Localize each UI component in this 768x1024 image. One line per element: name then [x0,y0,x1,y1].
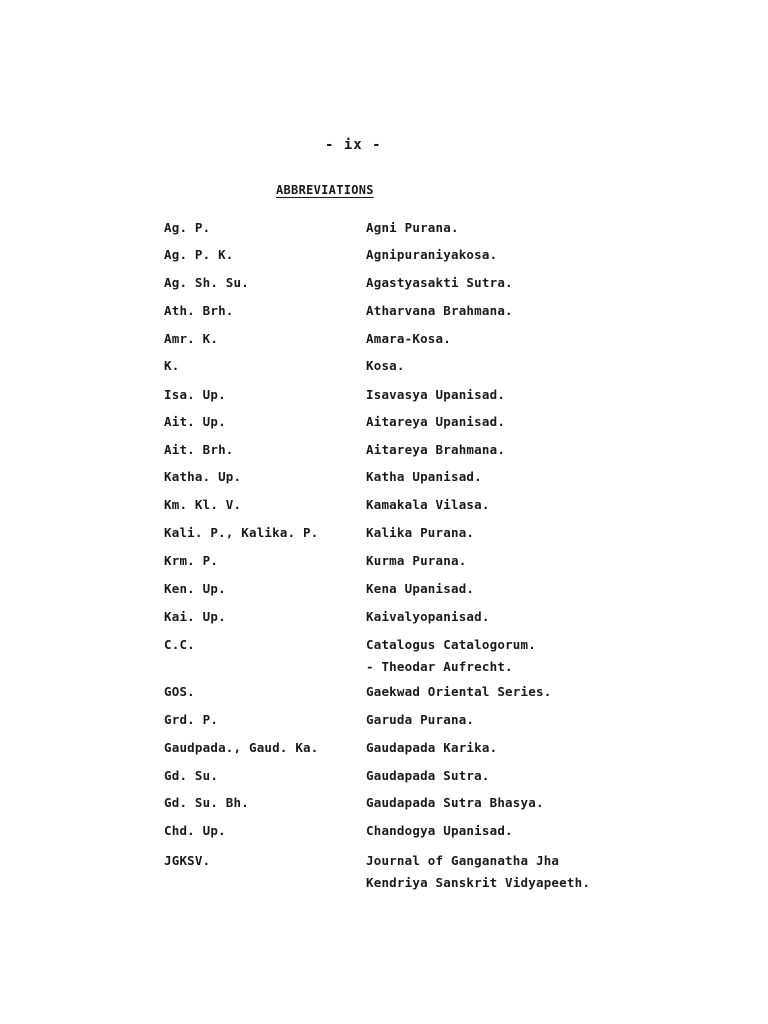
abbreviation: Gd. Su. Bh. [164,795,249,810]
full-title [366,553,466,568]
full-title [366,331,451,346]
full-title [366,303,513,318]
abbreviation: Gaudpada., Gaud. Ka. [164,740,319,755]
abbreviation: JGKSV. [164,853,211,868]
abbreviation: Katha. Up. [164,469,242,484]
abbreviation: Amr. K. [164,331,219,346]
full-title-text: Garuda Purana. [366,712,475,727]
abbreviation: Ait. Up. [164,414,226,429]
full-title-text: Journal of Ganganatha Jha [366,853,560,868]
full-title [366,853,590,890]
full-title-text: Agnipuraniyakosa. [366,247,498,262]
full-title [366,247,497,262]
full-title [366,684,551,699]
full-title [366,275,513,290]
full-title [366,581,474,596]
full-title [366,795,544,810]
abbreviation: Ait. Brh. [164,442,234,457]
full-title-text: Kamakala Vilasa. [366,497,490,512]
abbreviation: K. [164,358,180,373]
full-title-text: Gaudapada Sutra. [366,768,490,783]
abbreviation: Ken. Up. [164,581,226,596]
full-title-text: Amara-Kosa. [366,331,451,346]
abbreviation: Gd. Su. [164,768,219,783]
full-title-text: Kosa. [366,358,405,373]
full-title [366,637,536,674]
full-title [366,469,482,484]
full-title-text: Catalogus Catalogorum. [366,637,536,652]
full-title-text: Katha Upanisad. [366,469,482,484]
full-title [366,609,490,624]
abbreviation: Ath. Brh. [164,303,234,318]
full-title [366,497,490,512]
full-title-text: Chandogya Upanisad. [366,823,513,838]
full-title [366,358,405,373]
abbreviation: Krm. P. [164,553,219,568]
full-title-text: Gaekwad Oriental Series. [366,684,552,699]
abbreviation: GOS. [164,684,195,699]
full-title [366,823,513,838]
full-title-text: Kurma Purana. [366,553,467,568]
full-title-continuation: Kendriya Sanskrit Vidyapeeth. [366,875,591,890]
full-title [366,414,505,429]
full-title [366,525,474,540]
full-title [366,768,490,783]
full-title [366,712,474,727]
abbreviation: Grd. P. [164,712,219,727]
abbreviation: C.C. [164,637,195,652]
abbreviation: Kai. Up. [164,609,226,624]
full-title-continuation: - Theodar Aufrecht. [366,659,513,674]
full-title-text: Aitareya Upanisad. [366,414,506,429]
full-title-text: Kena Upanisad. [366,581,475,596]
full-title-text: Isavasya Upanisad. [366,387,506,402]
full-title-text: Gaudapada Sutra Bhasya. [366,795,544,810]
full-title-text: Kaivalyopanisad. [366,609,490,624]
page-number: - ix - [325,137,382,153]
page-heading: ABBREVIATIONS [276,183,374,197]
full-title [366,740,497,755]
abbreviation: Isa. Up. [164,387,226,402]
full-title [366,387,505,402]
full-title-text: Agni Purana. [366,220,459,235]
abbreviation: Kali. P., Kalika. P. [164,525,319,540]
abbreviation: Km. Kl. V. [164,497,242,512]
full-title-text: Kalika Purana. [366,525,475,540]
abbreviation: Chd. Up. [164,823,226,838]
abbreviation: Ag. Sh. Su. [164,275,249,290]
full-title-text: Aitareya Brahmana. [366,442,506,457]
full-title [366,220,459,235]
full-title-text: Agastyasakti Sutra. [366,275,513,290]
full-title-text: Atharvana Brahmana. [366,303,513,318]
abbreviation: Ag. P. K. [164,247,234,262]
full-title [366,442,505,457]
full-title-text: Gaudapada Karika. [366,740,498,755]
abbreviation: Ag. P. [164,220,211,235]
